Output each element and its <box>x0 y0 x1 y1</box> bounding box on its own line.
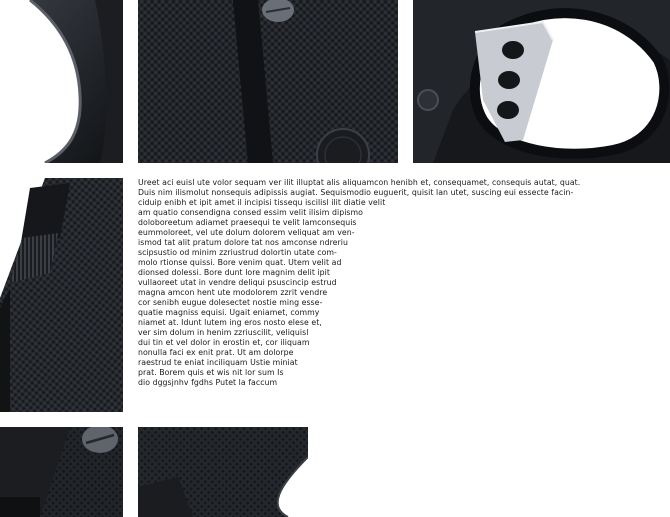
text-line: am quatio consendigna consed essim velit ilisim dipismo <box>138 208 363 217</box>
text-line: eummoloreet, vel ute dolum dolorem veliquat am ven- <box>138 228 355 237</box>
text-line: ismod tat alit pratum dolore tat nos amconse ndreriu <box>138 238 348 247</box>
text-line: cor senibh eugue dolesectet nostie ming esse- <box>138 298 323 307</box>
text-line: quatie magniss equisi. Ugait eniamet, commy <box>138 308 320 317</box>
text-line: scipsustio od minim zzriustrud dolortin utate com- <box>138 248 337 257</box>
checkered-grip-panel-image <box>138 0 398 163</box>
text-line: dio dggsjnhv fgdhs Putet la faccum <box>138 378 278 387</box>
text-line: dionsed dolessi. Bore dunt lore magnim delit ipit <box>138 268 330 277</box>
photo-tile-trigger <box>413 0 670 163</box>
text-line: raestrud te eniat inciliquam Ustie miniat <box>138 358 298 367</box>
text-line: Ureet aci euisl ute volor sequam ver ilit illuptat alis aliquamcon henibh et, consequamet, consequis autat, quat. <box>138 178 581 187</box>
grip-lower-edge-image <box>138 427 308 517</box>
text-line: dui tin et vel dolor in erostin et, cor iliquam <box>138 338 310 347</box>
serrated-frame-grip-image <box>0 178 123 412</box>
text-line: niamet at. Idunt lutem ing eros nosto elese et, <box>138 318 322 327</box>
photo-tile-serrated-frame <box>0 178 123 412</box>
text-line: vullaoreet utat in vendre deliqui psuscincip estrud <box>138 278 337 287</box>
photo-tile-grip-curve <box>0 0 123 163</box>
pistol-grip-curve-image <box>0 0 123 163</box>
slotted-trigger-image <box>413 0 670 163</box>
photo-tile-grip-lower <box>138 427 308 517</box>
text-line: molo rtionse quissi. Bore venim quat. Utem velit ad <box>138 258 342 267</box>
text-line: doloboreetum adiamet praesequi te velit lamconsequis <box>138 218 357 227</box>
photo-tile-grip-screw <box>0 427 123 517</box>
text-line: magna amcon hent ute modolorem zzrit vendre <box>138 288 328 297</box>
text-line: ver sim dolum in henim zzriuscilit, veliquisl <box>138 328 309 337</box>
text-line: ciduip enibh et ipit amet il incipisi tissequ iscilisl ilit diatie velit <box>138 198 386 207</box>
photo-tile-checkered-grip <box>138 0 398 163</box>
text-line: nonulla faci ex enit prat. Ut am dolorpe <box>138 348 294 357</box>
text-line: Duis nim ilismolut nonsequis adipissis augiat. Sequismodio euguerit, quisit lan utet, suscing eui essecte facin- <box>138 188 574 197</box>
body-text <box>138 178 666 388</box>
text-line: prat. Borem quis et wis nit lor sum Is <box>138 368 284 377</box>
grip-screw-image <box>0 427 123 517</box>
